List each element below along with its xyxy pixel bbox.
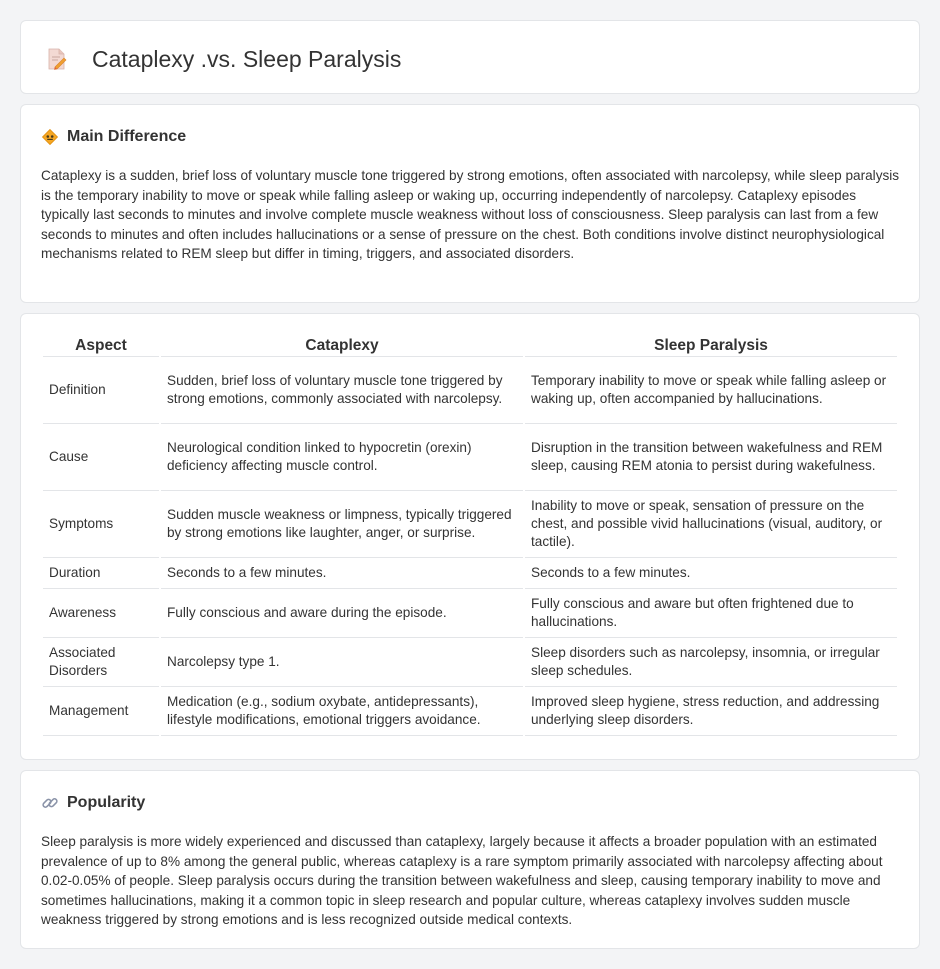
aspect-cell: Cause: [43, 424, 159, 491]
sleep-paralysis-cell: Improved sleep hygiene, stress reduction, and addressing underlying sleep disorders.: [525, 687, 897, 736]
section-title: Popularity: [67, 794, 146, 811]
section-title: Main Difference: [67, 128, 187, 145]
popularity-header: [41, 793, 145, 813]
table-row: [43, 558, 897, 589]
aspect-cell: Definition: [43, 357, 159, 424]
cataplexy-cell: Fully conscious and aware during the episode.: [161, 589, 523, 638]
document-edit-icon: [47, 48, 67, 70]
page-title: Cataplexy .vs. Sleep Paralysis: [92, 46, 402, 72]
comparison-section: [20, 313, 920, 760]
cataplexy-cell: Medication (e.g., sodium oxybate, antidepressants), lifestyle modifications, emotional triggers avoidance.: [161, 687, 523, 736]
table-row: [43, 357, 897, 424]
comparison-table: [41, 336, 899, 736]
sleep-paralysis-cell: Seconds to a few minutes.: [525, 558, 897, 589]
warning-diamond-icon: [41, 128, 59, 146]
main-difference-text: Cataplexy is a sudden, brief loss of voluntary muscle tone triggered by strong emotions, often associated with narcolepsy, while sleep paralysis is the temporary inability to move or speak while falling asleep or waking up, occurring independently of narcolepsy. Cataplexy episodes typically last seconds to minutes and involve complete muscle weakness without loss of consciousness. Sleep paralysis can last from a few seconds to minutes and often includes hallucinations or a sense of pressure on the chest. Both conditions involve distinct neurophysiological mechanisms related to REM sleep but differ in timing, triggers, and associated disorders.: [41, 168, 900, 261]
cataplexy-cell: Seconds to a few minutes.: [161, 558, 523, 589]
aspect-cell: Management: [43, 687, 159, 736]
aspect-cell: Symptoms: [43, 491, 159, 558]
header-card: [20, 20, 920, 94]
table-row: [43, 687, 897, 736]
aspect-cell: Duration: [43, 558, 159, 589]
aspect-cell: Awareness: [43, 589, 159, 638]
popularity-section: [20, 770, 920, 949]
cataplexy-cell: Sudden, brief loss of voluntary muscle tone triggered by strong emotions, commonly associated with narcolepsy.: [161, 357, 523, 424]
sleep-paralysis-cell: Disruption in the transition between wakefulness and REM sleep, causing REM atonia to persist during wakefulness.: [525, 424, 897, 491]
main-difference-section: [20, 104, 920, 303]
column-header-cataplexy: Cataplexy: [161, 336, 523, 357]
link-icon: [41, 794, 59, 812]
aspect-cell: Associated Disorders: [43, 638, 159, 687]
cataplexy-cell: Neurological condition linked to hypocretin (orexin) deficiency affecting muscle control.: [161, 424, 523, 491]
sleep-paralysis-cell: Sleep disorders such as narcolepsy, insomnia, or irregular sleep schedules.: [525, 638, 897, 687]
main-difference-header: [41, 127, 186, 147]
cataplexy-cell: Narcolepsy type 1.: [161, 638, 523, 687]
table-row: [43, 638, 897, 687]
table-row: [43, 491, 897, 558]
column-header-aspect: Aspect: [43, 336, 159, 357]
popularity-text: Sleep paralysis is more widely experienced and discussed than cataplexy, largely because it affects a broader population with an estimated prevalence of up to 8% among the general public, whereas cataplexy is a rare symptom primarily associated with narcolepsy affecting about 0.02-0.05% of people. Sleep paralysis occurs during the transition between wakefulness and sleep, causing temporary inability to move and sometimes hallucinations, making it a common topic in sleep research and popular culture, whereas cataplexy involves sudden muscle weakness triggered by strong emotions and is less recognized outside medical contexts.: [41, 834, 883, 927]
column-header-sleep-paralysis: Sleep Paralysis: [525, 336, 897, 357]
table-row: [43, 424, 897, 491]
sleep-paralysis-cell: Temporary inability to move or speak while falling asleep or waking up, often accompanied by hallucinations.: [525, 357, 897, 424]
sleep-paralysis-cell: Fully conscious and aware but often frightened due to hallucinations.: [525, 589, 897, 638]
table-header-row: [43, 336, 897, 357]
cataplexy-cell: Sudden muscle weakness or limpness, typically triggered by strong emotions like laughter, anger, or surprise.: [161, 491, 523, 558]
sleep-paralysis-cell: Inability to move or speak, sensation of pressure on the chest, and possible vivid hallucinations (visual, auditory, or tactile).: [525, 491, 897, 558]
table-row: [43, 589, 897, 638]
